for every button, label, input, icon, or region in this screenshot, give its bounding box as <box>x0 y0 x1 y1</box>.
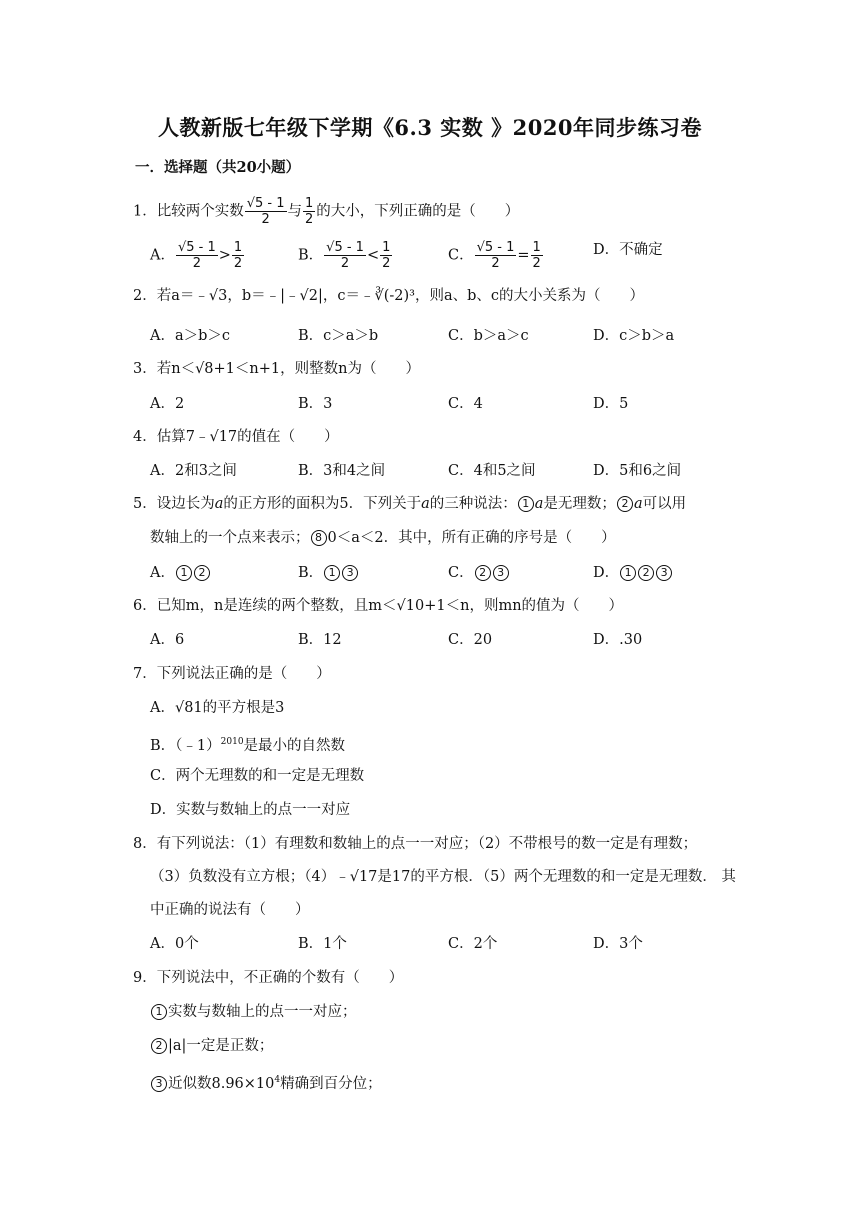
page-title: 人教新版七年级下学期《6.3 实数 》2020年同步练习卷 <box>157 115 703 140</box>
question-1-option-c: C． $\frac{√5 - 1}{2}$ = $\frac{1}{2}$ <box>448 240 541 271</box>
question-6-option-c: C．20 <box>448 632 493 648</box>
circled-2: 2 <box>617 496 633 512</box>
question-5-option-a: A． 1 2 <box>150 563 211 583</box>
question-3-option-c: C．4 <box>448 396 483 412</box>
question-1-option-a: A． $\frac{√5 - 1}{2}$ > $\frac{1}{2}$ <box>150 240 243 271</box>
question-9-stem: 9．下列说法中，不正确的个数有（ ） <box>133 970 404 986</box>
fraction-sqrt5-minus-1-over-2: $\frac{√5 - 1}{2}$ <box>246 196 285 227</box>
question-9-item-1: 1 实数与数轴上的点一一对应； <box>150 1002 357 1022</box>
question-5-stem-line-2: 数轴上的一个点来表示； 8 0＜a＜2．其中，所有正确的序号是（ ） <box>150 530 616 546</box>
question-5-stem-line-1: 5．设边长为a的正方形的面积为5．下列关于a的三种说法： 1 a是无理数； 2 a可以用 <box>133 496 687 512</box>
question-5-option-d: D． 1 2 3 <box>593 563 673 583</box>
circled-8: 8 <box>311 530 327 546</box>
question-9-item-3: 3 近似数$8.96\times 10^4$精确到百分位； <box>150 1070 382 1094</box>
question-8-option-c: C．2个 <box>448 936 498 952</box>
question-5-option-b: B． 1 3 <box>298 563 359 583</box>
question-4-option-a: A．2和3之间 <box>150 463 237 479</box>
circled-1: 1 <box>518 496 534 512</box>
fraction-one-half: $\frac{1}{2}$ <box>305 196 314 227</box>
question-1-option-d: D．不确定 <box>593 242 663 258</box>
question-7-option-d: D．实数与数轴上的点一一对应 <box>150 802 351 818</box>
question-4-option-b: B．3和4之间 <box>298 463 386 479</box>
question-3-stem: 3．若n＜√8+1＜n+1，则整数n为（ ） <box>133 361 420 377</box>
question-8-option-d: D．3个 <box>593 936 643 952</box>
question-8-option-a: A．0个 <box>150 936 199 952</box>
question-8-option-b: B．1个 <box>298 936 347 952</box>
question-6-option-b: B．12 <box>298 632 342 648</box>
question-6-option-a: A．6 <box>150 632 185 648</box>
question-7-option-b: B．（﹣1）$^{2010}$是最小的自然数 <box>150 737 346 754</box>
question-9-item-2: 2 |a|一定是正数； <box>150 1036 273 1056</box>
question-2-option-d: D．c＞b＞a <box>593 328 675 344</box>
question-7-stem: 7．下列说法正确的是（ ） <box>133 666 331 682</box>
section-heading: 一．选择题（共20小题） <box>135 159 301 176</box>
question-4-option-d: D．5和6之间 <box>593 463 682 479</box>
question-7-option-c: C．两个无理数的和一定是无理数 <box>150 768 365 784</box>
question-3-option-b: B．3 <box>298 396 333 412</box>
question-2-option-a: A．a＞b＞c <box>150 328 231 344</box>
question-5-option-c: C． 2 3 <box>448 563 510 583</box>
question-4-option-c: C．4和5之间 <box>448 463 536 479</box>
question-8-stem-line-3: 中正确的说法有（ ） <box>150 902 310 918</box>
question-8-stem-line-2: （3）负数没有立方根；（4）﹣√17是17的平方根．（5）两个无理数的和一定是无理数． 其 <box>150 869 736 885</box>
question-8-stem-line-1: 8．有下列说法：（1）有理数和数轴上的点一一对应；（2）不带根号的数一定是有理数； <box>133 836 698 852</box>
question-6-stem: 6．已知m，n是连续的两个整数，且m＜√10+1＜n，则mn的值为（ ） <box>133 598 624 614</box>
question-1-stem: 1．比较两个实数 $\frac{√5 - 1}{2}$ 与 $\frac{1}{2}$ 的大小，下列正确的是（ ） <box>133 196 520 227</box>
question-3-option-d: D．5 <box>593 396 629 412</box>
question-2-option-b: B．c＞a＞b <box>298 328 379 344</box>
question-2-stem: 2．若a＝﹣√3，b＝﹣|﹣√2|，c＝﹣∛(-2)³，则a、b、c的大小关系为（ ） <box>133 288 645 304</box>
question-7-option-a: A．√81的平方根是3 <box>150 700 285 716</box>
question-1-option-b: B． $\frac{√5 - 1}{2}$ < $\frac{1}{2}$ <box>298 240 391 271</box>
question-3-option-a: A．2 <box>150 396 185 412</box>
question-2-option-c: C．b＞a＞c <box>448 328 529 344</box>
question-4-stem: 4．估算7﹣√17的值在（ ） <box>133 429 339 445</box>
question-6-option-d: D．.30 <box>593 632 643 648</box>
